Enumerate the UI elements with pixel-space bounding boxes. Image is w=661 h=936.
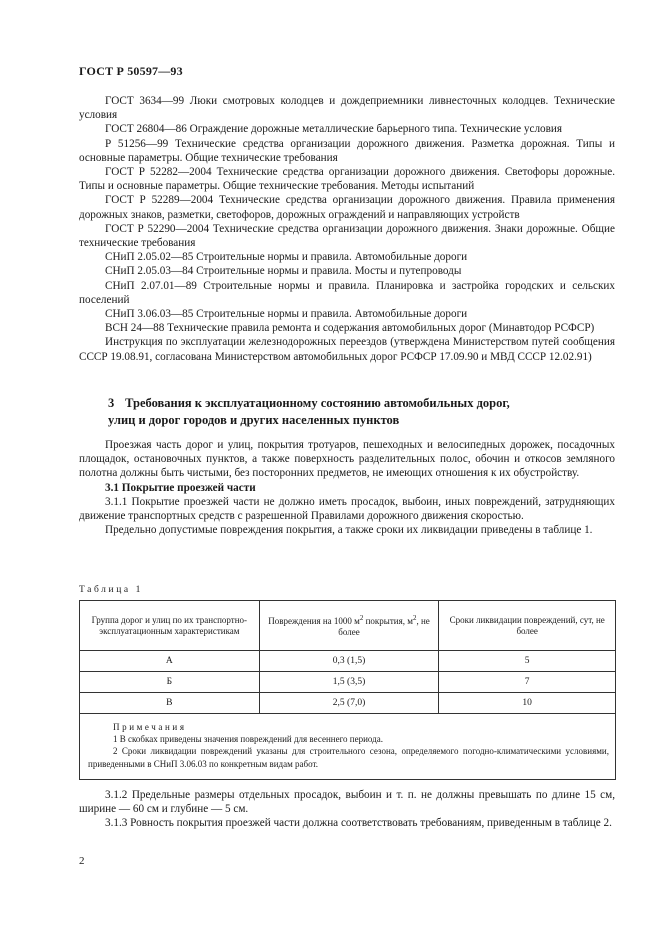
reference-item: ГОСТ 3634—99 Люки смотровых колодцев и дождеприемники ливнесточных колодцев. Технические условия <box>79 95 615 122</box>
cell-damage: 0,3 (1,5) <box>259 651 439 672</box>
reference-item: Р 51256—99 Технические средства организации дорожного движения. Разметка дорожная. Типы и основные параметры. Общие технические требования <box>79 137 615 164</box>
cell-group: А <box>80 651 260 672</box>
cell-group: В <box>80 693 260 714</box>
cell-term: 5 <box>439 651 616 672</box>
reference-item: ВСН 24—88 Технические правила ремонта и содержания автомобильных дорог (Минавтодор РСФСР) <box>105 322 595 335</box>
section-body <box>79 438 615 537</box>
cell-term: 7 <box>439 672 616 693</box>
clause-3-1-3: 3.1.3 Ровность покрытия проезжей части должна соответствовать требованиям, приведенным в таблице 2. <box>105 817 612 830</box>
cell-damage: 2,5 (7,0) <box>259 693 439 714</box>
clause-3-1-1: 3.1.1 Покрытие проезжей части не должно иметь просадок, выбоин, иных повреждений, затрудняющих движение транспортных средств с разрешенной Правилами дорожного движения скоростью. <box>79 495 615 523</box>
table-notes-row <box>80 714 616 780</box>
table-notes <box>80 714 616 780</box>
reference-item: ГОСТ Р 52290—2004 Технические средства организации дорожного движения. Знаки дорожные. Общие технические требования <box>79 222 615 250</box>
section-title-line1: Требования к эксплуатационному состоянию автомобильных дорог, <box>125 396 510 410</box>
section-title-line2: улиц и дорог городов и других населенных пунктов <box>108 413 400 427</box>
subsection-heading: 3.1 Покрытие проезжей части <box>105 481 256 494</box>
table-row <box>80 672 616 693</box>
header-road-group: Группа дорог и улиц по их транспортно-эксплуатационным характеристикам <box>80 601 260 651</box>
page-number: 2 <box>79 855 85 867</box>
cell-group: Б <box>80 672 260 693</box>
reference-item: Инструкция по эксплуатации железнодорожных переездов (утверждена Министерством путей сообщения СССР 19.08.91, согласована Министерством автомобильных дорог РСФСР 17.09.90 и МВД СССР 12.02.91) <box>79 336 615 363</box>
reference-item: СНиП 3.06.03—85 Строительные нормы и правила. Автомобильные дороги <box>105 308 468 321</box>
table-row <box>80 693 616 714</box>
section-number: 3 <box>108 396 115 410</box>
reference-item: ГОСТ 26804—86 Ограждение дорожные металлические барьерного типа. Технические условия <box>105 123 563 136</box>
table-row <box>80 651 616 672</box>
notes-heading: Примечания <box>113 722 187 732</box>
clause-3-1-2: 3.1.2 Предельные размеры отдельных просадок, выбоин и т. п. не должны превышать по длине 15 см, ширине — 60 см и глубине — 5 см. <box>79 789 615 816</box>
running-header: ГОСТ Р 50597—93 <box>79 64 183 78</box>
header-repair-term: Сроки ликвидации повреждений, сут, не более <box>439 601 616 651</box>
limits-paragraph: Предельно допустимые повреждения покрытия, а также сроки их ликвидации приведены в таблице 1. <box>105 524 593 537</box>
reference-item: СНиП 2.05.02—85 Строительные нормы и правила. Автомобильные дороги <box>105 251 468 264</box>
table-caption: Таблица 1 <box>79 585 144 595</box>
intro-paragraph: Проезжая часть дорог и улиц, покрытия тротуаров, пешеходных и велосипедных дорожек, посадочных площадок, остановочных пунктов, а также поверхность разделительных полос, обочин и откосов земляного полотна должны быть чистыми, без посторонних предметов, не имеющих отношения к их обустройству. <box>79 439 615 480</box>
header-damage: Повреждения на 1000 $м^2$ покрытия, $м^2$, не более <box>259 601 439 651</box>
reference-item: ГОСТ Р 52282—2004 Технические средства организации дорожного движения. Светофоры дорожные. Типы и основные параметры. Общие технические требования. Методы испытаний <box>79 166 615 193</box>
note-item: 1 В скобках приведены значения повреждений для весеннего периода. <box>113 734 383 745</box>
cell-damage: 1,5 (3,5) <box>259 672 439 693</box>
section-heading <box>108 395 588 429</box>
cell-term: 10 <box>439 693 616 714</box>
following-clauses <box>79 788 615 831</box>
reference-item: СНиП 2.05.03—84 Строительные нормы и правила. Мосты и путепроводы <box>105 265 462 278</box>
reference-item: ГОСТ Р 52289—2004 Технические средства организации дорожного движения. Правила применения дорожных знаков, разметки, светофоров, дорожных ограждений и направляющих устройств <box>79 194 615 221</box>
damage-limits-table <box>79 600 616 780</box>
reference-item: СНиП 2.07.01—89 Строительные нормы и правила. Планировка и застройка городских и сельских поселений <box>79 279 615 306</box>
normative-references-list <box>79 94 615 364</box>
note-item: 2 Сроки ликвидации повреждений указаны для строительного сезона, определяемого погодно-климатическими условиями, приведенными в СНиП 3.06.03 по конкретным видам работ. <box>88 746 609 769</box>
table-header-row <box>80 601 616 651</box>
